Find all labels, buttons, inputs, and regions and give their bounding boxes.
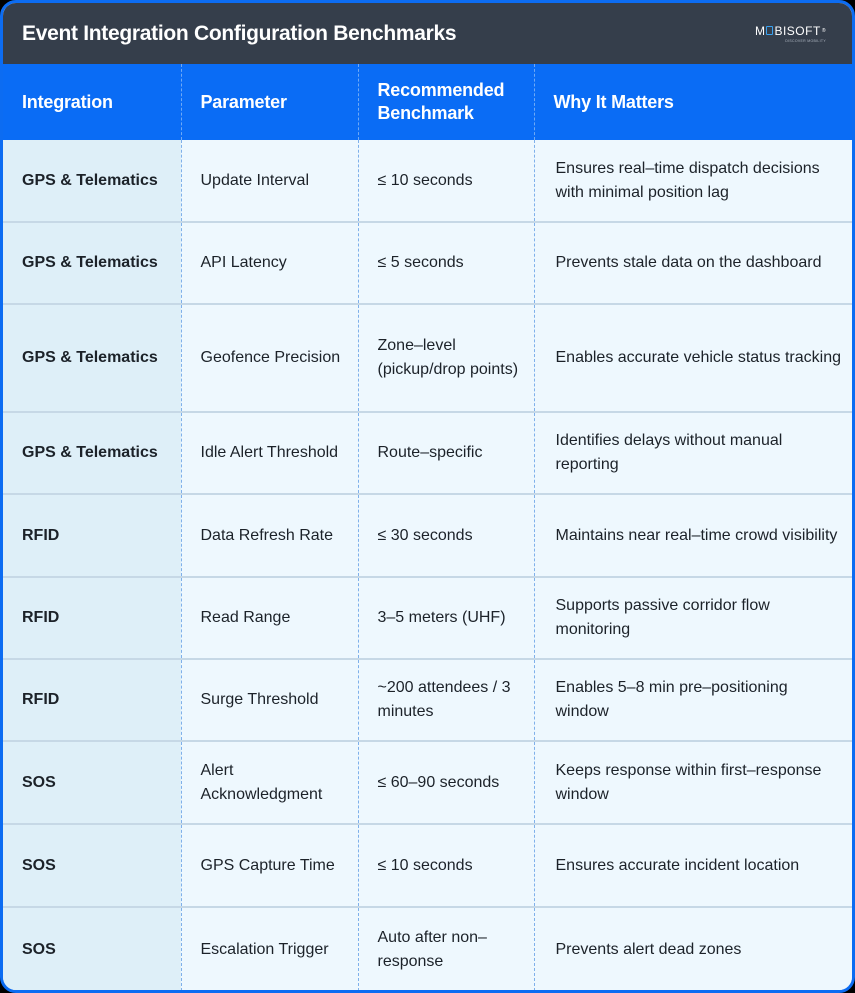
table-row: [3, 824, 852, 907]
benchmark-cell: ≤ 10 seconds: [358, 140, 534, 222]
why-cell: Prevents stale data on the dashboard: [534, 222, 852, 304]
table-row: [3, 304, 852, 412]
why-cell: Keeps response within first–response window: [534, 741, 852, 824]
benchmark-cell: Route–specific: [358, 412, 534, 494]
column-header-benchmark: Recommended Benchmark: [358, 64, 534, 140]
benchmark-cell: ≤ 30 seconds: [358, 494, 534, 577]
integration-cell: GPS & Telematics: [3, 222, 181, 304]
column-header-parameter: Parameter: [181, 64, 358, 140]
column-header-integration: Integration: [3, 64, 181, 140]
integration-cell: RFID: [3, 577, 181, 659]
why-cell: Enables 5–8 min pre–positioning window: [534, 659, 852, 741]
integration-cell: GPS & Telematics: [3, 412, 181, 494]
integration-cell: SOS: [3, 907, 181, 991]
why-cell: Prevents alert dead zones: [534, 907, 852, 991]
column-header-why: Why It Matters: [534, 64, 852, 140]
parameter-cell: Data Refresh Rate: [181, 494, 358, 577]
parameter-cell: Idle Alert Threshold: [181, 412, 358, 494]
table-row: [3, 741, 852, 824]
parameter-cell: Alert Acknowledgment: [181, 741, 358, 824]
benchmark-table: [3, 64, 852, 991]
why-cell: Ensures accurate incident location: [534, 824, 852, 907]
table-header-row: [3, 64, 852, 140]
table-row: [3, 222, 852, 304]
parameter-cell: Geofence Precision: [181, 304, 358, 412]
parameter-cell: API Latency: [181, 222, 358, 304]
logo-text-post: BISOFT: [774, 23, 821, 38]
phone-icon: [766, 26, 773, 35]
benchmark-cell: Auto after non–response: [358, 907, 534, 991]
table-row: [3, 494, 852, 577]
parameter-cell: Surge Threshold: [181, 659, 358, 741]
table-row: [3, 659, 852, 741]
registered-mark: ®: [821, 27, 826, 34]
parameter-cell: Read Range: [181, 577, 358, 659]
benchmark-cell: ~200 attendees / 3 minutes: [358, 659, 534, 741]
parameter-cell: Escalation Trigger: [181, 907, 358, 991]
table-row: [3, 412, 852, 494]
table-row: [3, 907, 852, 991]
page-title: Event Integration Configuration Benchmarks: [22, 21, 457, 45]
benchmark-cell: ≤ 10 seconds: [358, 824, 534, 907]
title-bar: [3, 3, 852, 64]
logo-tagline: DISCOVER MOBILITY: [785, 38, 826, 43]
why-cell: Enables accurate vehicle status tracking: [534, 304, 852, 412]
why-cell: Ensures real–time dispatch decisions with minimal position lag: [534, 140, 852, 222]
why-cell: Maintains near real–time crowd visibility: [534, 494, 852, 577]
logo-wordmark: [755, 25, 826, 37]
integration-cell: GPS & Telematics: [3, 304, 181, 412]
benchmark-cell: ≤ 60–90 seconds: [358, 741, 534, 824]
logo-text-pre: M: [754, 23, 766, 38]
benchmark-cell: 3–5 meters (UHF): [358, 577, 534, 659]
parameter-cell: GPS Capture Time: [181, 824, 358, 907]
table-row: [3, 140, 852, 222]
parameter-cell: Update Interval: [181, 140, 358, 222]
why-cell: Supports passive corridor flow monitoring: [534, 577, 852, 659]
mobisoft-logo: [755, 25, 826, 43]
integration-cell: SOS: [3, 741, 181, 824]
integration-cell: RFID: [3, 659, 181, 741]
integration-cell: RFID: [3, 494, 181, 577]
integration-cell: SOS: [3, 824, 181, 907]
benchmark-cell: ≤ 5 seconds: [358, 222, 534, 304]
why-cell: Identifies delays without manual reporting: [534, 412, 852, 494]
benchmark-cell: Zone–level (pickup/drop points): [358, 304, 534, 412]
table-row: [3, 577, 852, 659]
integration-cell: GPS & Telematics: [3, 140, 181, 222]
